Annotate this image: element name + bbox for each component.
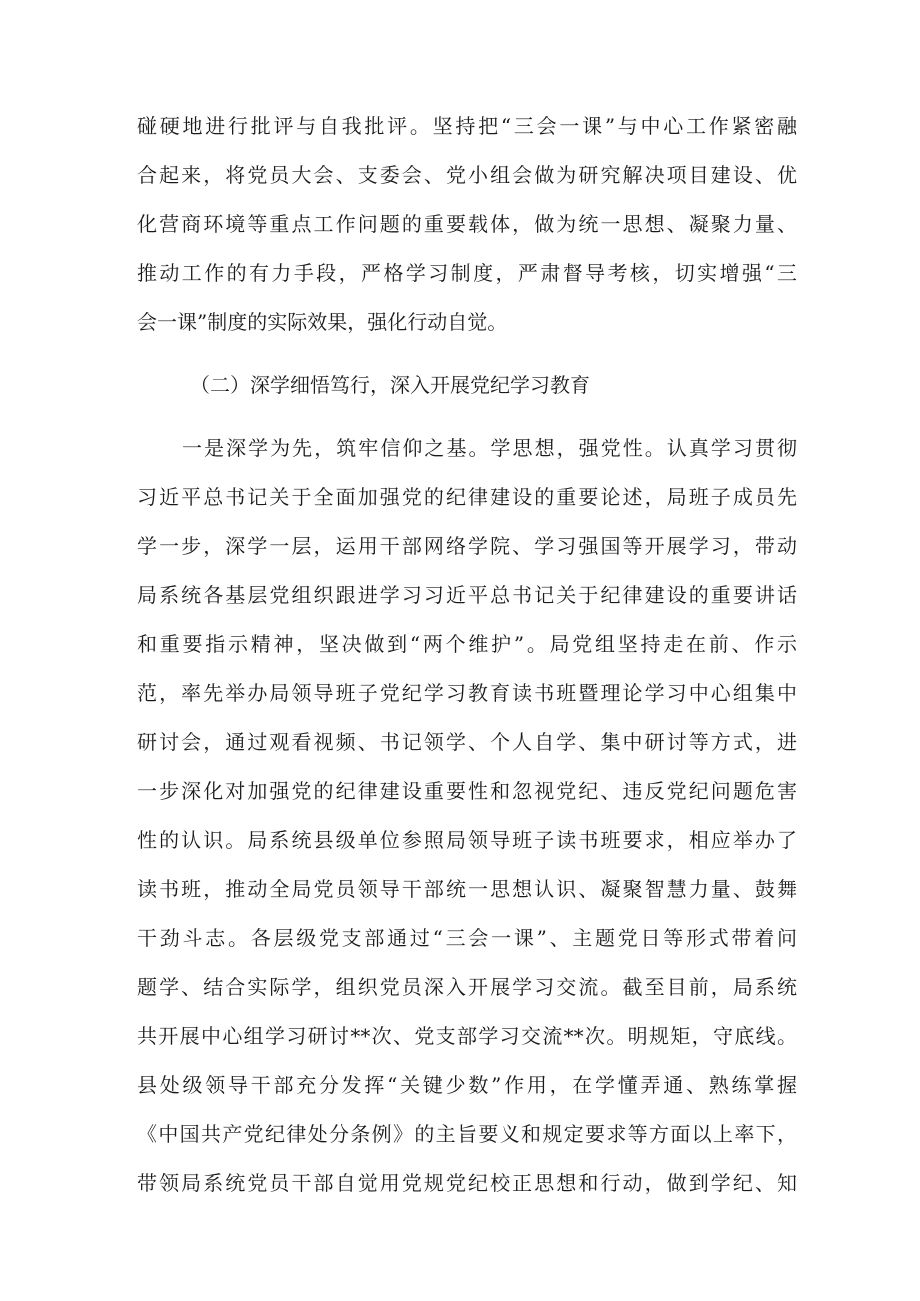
paragraph-line: 合起来，将党员大会、支委会、党小组会做为研究解决项目建设、优 (137, 163, 797, 187)
section-heading: （二）深学细悟笃行，深入开展党纪学习教育 (190, 373, 590, 397)
paragraph-line: 学一步，深学一层，运用干部网络学院、学习强国等开展学习，带动 (137, 534, 797, 558)
paragraph-line: 带领局系统党员干部自觉用党规党纪校正思想和行动，做到学纪、知 (137, 1171, 797, 1195)
paragraph-line: 一步深化对加强党的纪律建设重要性和忽视党纪、违反党纪问题危害 (137, 779, 797, 803)
paragraph-line: 县处级领导干部充分发挥“关键少数”作用，在学懂弄通、熟练掌握 (137, 1073, 797, 1097)
paragraph-line: 会一课”制度的实际效果，强化行动自觉。 (137, 310, 508, 334)
paragraph-line: 和重要指示精神，坚决做到“两个维护”。局党组坚持走在前、作示 (137, 632, 797, 656)
paragraph-line: 干劲斗志。各层级党支部通过“三会一课”、主题党日等形式带着问 (137, 926, 797, 950)
paragraph-line: 推动工作的有力手段，严格学习制度，严肃督导考核，切实增强“三 (137, 261, 797, 285)
paragraph-line: 一是深学为先，筑牢信仰之基。学思想，强党性。认真学习贯彻 (182, 436, 797, 460)
paragraph-line: 读书班，推动全局党员领导干部统一思想认识、凝聚智慧力量、鼓舞 (137, 877, 797, 901)
paragraph-line: 范，率先举办局领导班子党纪学习教育读书班暨理论学习中心组集中 (137, 681, 797, 705)
paragraph-line: 共开展中心组学习研讨**次、党支部学习交流**次。明规矩，守底线。 (137, 1024, 797, 1048)
paragraph-line: 《中国共产党纪律处分条例》的主旨要义和规定要求等方面以上率下， (137, 1122, 797, 1146)
paragraph-line: 化营商环境等重点工作问题的重要载体，做为统一思想、凝聚力量、 (137, 212, 797, 236)
paragraph-line: 习近平总书记关于全面加强党的纪律建设的重要论述，局班子成员先 (137, 485, 797, 509)
paragraph-line: 碰硬地进行批评与自我批评。坚持把“三会一课”与中心工作紧密融 (137, 114, 797, 138)
paragraph-line: 局系统各基层党组织跟进学习习近平总书记关于纪律建设的重要讲话 (137, 583, 797, 607)
paragraph-line: 性的认识。局系统县级单位参照局领导班子读书班要求，相应举办了 (137, 828, 797, 852)
paragraph-line: 题学、结合实际学，组织党员深入开展学习交流。截至目前，局系统 (137, 975, 797, 999)
paragraph-line: 研讨会，通过观看视频、书记领学、个人自学、集中研讨等方式，进 (137, 730, 797, 754)
